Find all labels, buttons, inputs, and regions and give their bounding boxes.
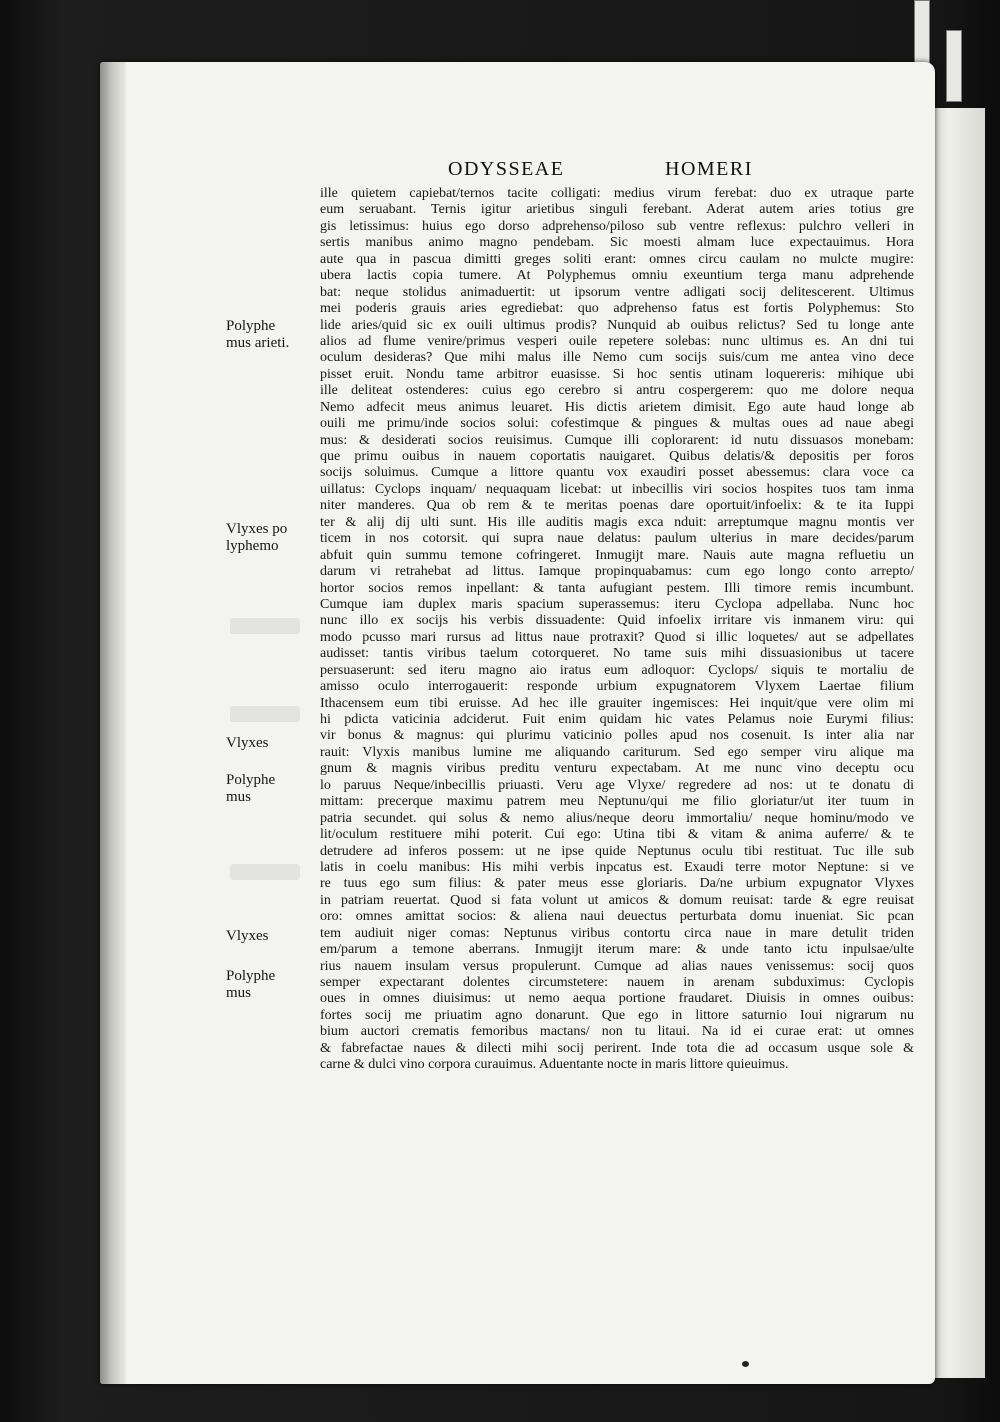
text-line: latis in coelu manibus: His mihi verbis inpcatus est. Exaudi terre motor Neptune: si ve [320,859,914,875]
margin-note-line: lyphemo [226,538,279,554]
text-line: abfuit quin summu temone cofringeret. Inmugijt mare. Nauis aute magna refluetiu un [320,547,914,563]
text-line: lit/oculum restituere mihi poterit. Cui ego: Utina tibi & vitam & anima auferre/ & te [320,827,914,843]
text-line: ter & alij dij ulti sunt. His ille auditis magis exca nduit: arreptumque magnu montis ver [320,514,914,530]
text-line: rauit: Vlyxis manibus lumine me aliquando cariturum. Sed ego semper viru alique ma [320,744,914,760]
text-line: ticem in nos cotorsit. qui supra naue delatus: paulum ulterius in mare decides/parum [320,531,914,547]
text-line: carne & dulci vino corpora curauimus. Aduentante nocte in maris littore quieuimus. [320,1057,789,1073]
main-text-block [320,186,914,1074]
text-line: pisset eruit. Nondu tame arbitror euasisse. Si hoc sentis utinam loquereris: mihique ubi [320,366,914,382]
text-line: rius nauem insulam versus propulerunt. Cumque ad alias naues venissemus: socij quos [320,958,914,974]
show-through-mark [230,618,300,634]
text-line: oro: omnes amittat socios: & aliena naui deuectus perturbata domu inueniat. Sic pcan [320,909,914,925]
margin-note-line: Vlyxes [226,735,269,751]
margin-note-line: Vlyxes [226,928,269,944]
margin-note-line: mus [226,985,252,1001]
text-line: hi pdicta vaticinia adciderut. Fuit enim quidam hic vates Pelamus noie Eurymi filius: [320,712,914,727]
text-line: Cumque iam duplex maris spacium superassemus: iteru Cyclopa adpellaba. Nunc hoc [320,596,914,612]
text-line: ouili me primu/inde socios solui: cofestimque & pingues & multas oues ad naue abegi [320,416,914,432]
text-line: mittam: precerque maximu patrem meu Neptunu/qui me filio gloriatur/ut iter tuum in [320,794,914,810]
text-line: amisso oculo interrogauerit: responde urbium expugnatorem Vlyxem Laertae filium [320,679,914,695]
text-line: detrudere ad inferos possem: ut ne ipse quide Neptunus oculu tibi restituat. Tuc ille sub [320,843,914,859]
text-line: ille deliteat ostenderes: cuius ego cerebro si antru cospergerem: quo me dolore nequa [320,383,914,399]
text-line: uillatus: Cyclops inquam/ nequaquam licebat: ut inbecillis viri socios hospites tuos tam inma [320,481,914,497]
margin-note-vlyxes [226,928,269,945]
text-line: fortes socij me priuatim agno donarunt. Que ego in littore saturnio Ioui nigrarum nu [320,1007,914,1023]
text-line: tem audiuit niger comas: Neptunus viribus contortu circa naue in mare detulit triden [320,925,914,941]
show-through-mark [230,864,300,880]
text-line: ille quietem capiebat/ternos tacite colligati: medius virum ferebat: duo ex utraque parte [320,186,914,201]
text-line: in patriam reuertat. Quod si fata volunt ut amicos & domum reuisat: tarde & egre reuisat [320,892,914,908]
text-line: que primu ouibus in nauem coportatis nauigaret. Quibus delatis/& depositis per foros [320,449,914,464]
bookmark-tab [946,30,962,102]
ink-speck [742,1361,749,1367]
margin-note-vlyxes-polyphemo [226,521,287,555]
margin-note-vlyxes [226,735,269,752]
text-line: patria secundet. qui solus & nemo alius/neque deoru immortaliu/ neque hominu/modo ve [320,810,914,826]
margin-note-line: Polyphe [226,968,276,984]
text-line: modo pcusso mari rursus ad littus naue protraxit? Quod si illic loquetes/ aut se adpellates [320,629,914,645]
margin-note-polyphemus [226,318,289,352]
text-line: lo paruus Neque/inbecillis priuasti. Veru age Vlyxe/ regredere ad nos: ut te donatu di [320,777,914,793]
text-line: vir bonus & magnus: qui plurimu vaticinio polles apud nos cosenuit. Is inter alia nar [320,728,914,744]
margin-note-polyphemus [226,772,275,806]
running-head-right: HOMERI [665,158,753,180]
margin-note-line: Polyphe [226,772,276,788]
text-line: gis letissimus: huius ego dorso adprehenso/piloso sub ventre reflexus: pulchro velleri in [320,218,914,234]
text-line: aute qua in pascua dimitti greges soliti erant: omnes circu caulam no mulcte mugire: [320,251,914,267]
text-line: sertis manibus animo magno pendebam. Sic moesti almam luce expectauimus. Hora [320,235,914,251]
margin-note-polyphemus [226,968,275,1002]
margin-note-line: mus arieti. [226,335,290,351]
margin-note-line: mus [226,789,252,805]
text-line: oculum desideras? Que mihi malus ille Nemo cum socijs suis/cum me antea vino dece [320,350,914,366]
text-line: darum vi retrahebat ad littus. Iamque propinquabamus: cum ego longo conto arrepto/ [320,564,914,580]
text-line: nunc illo ex socijs his verbis dissuadente: Quid infoelix irritare vis inmanem viru: qui [320,613,914,629]
show-through-mark [230,706,300,722]
text-line: oues in omnes diuisimus: ut nemo aequa portione fraudaret. Diuisis in omnes ouibus: [320,991,914,1007]
text-line: bat: neque stolidus animaduertit: ut ipsorum ventre adligati socij delitescerent. Ultimus [320,284,914,300]
text-line: Nemo adfecit meus animus leuaret. His dictis arietem dimisit. Ego aute haud longe ab [320,399,914,415]
text-line: mei poderis grauis aries egrediebat: quo adprehenso fatus est fortis Polyphemus: Sto [320,301,914,317]
text-line: & fabrefactae naues & dilecti mihi socij perirent. Inde tota die ad occasum usque sole & [320,1040,914,1056]
text-line: hortor socios remos inpellant: & tanta aufugiant pestem. Illi timore remis incumbunt. [320,580,914,596]
text-line: bium auctori crematis femoribus mactans/ non tu litaui. Na id ei curae erat: ut omnes [320,1024,914,1040]
text-line: lide aries/quid sic ex ouili ultimus prodis? Nunquid ab ouibus relictus? Sed tu longe ante [320,317,914,333]
text-line: audisset: tantis viribus taelum cotorqueret. No tame suis mihi dissuasionibus ut tacere [320,646,914,662]
page-binding-shadow [100,62,126,1384]
text-line: eum seruabant. Ternis igitur arietibus singuli ferebant. Aderat autem aries totius gre [320,202,914,218]
text-line: ubera lactis copia tumere. At Polyphemus omniu exeuntium terga manu adprehende [320,268,914,284]
margin-note-line: Vlyxes po [226,521,288,537]
text-line: Ithacensem eum tibi eruisse. Ad hec ille grauiter ingemisces: Hei inquit/que vere olim mi [320,695,914,711]
text-line: em/parum a temone aberrans. Inmugijt iterum mare: & unde tanto ictu inpulsae/ulte [320,942,914,958]
text-line: gnum & magnis viribus preditu venturu expectabam. At me nunc vino deceptu ocu [320,761,914,777]
running-head-left: ODYSSEAE [448,158,565,180]
text-line: re tuus ego sum filius: & pater meus esse gloriaris. Da/ne urbium expugnator Vlyxes [320,876,914,892]
text-line: alios ad flume venire/primus vesperi ouile repetere solebas: nunc ultimus es. An dni tui [320,333,914,349]
text-line: persuaserunt: sed iteru magno aio iratus eum adloquor: Cyclops/ siquis te mortaliu de [320,662,914,678]
text-line: semper expectarant dolentes circumstetere: nauem in arenam subduximus: Cyclopis [320,975,914,990]
margin-note-line: Polyphe [226,318,276,334]
text-line: niter manderes. Qua ob rem & te meritas poenas dare oportuit/infoelix: & te ita Iuppi [320,498,914,514]
text-line: socijs soluimus. Cumque a littore quantu vox exaudiri posset abessemus: clara voce ca [320,465,914,481]
text-line: mus: & desiderati socios reuisimus. Cumque illi coplorarent: id nutu dissuasos monebam: [320,432,914,448]
